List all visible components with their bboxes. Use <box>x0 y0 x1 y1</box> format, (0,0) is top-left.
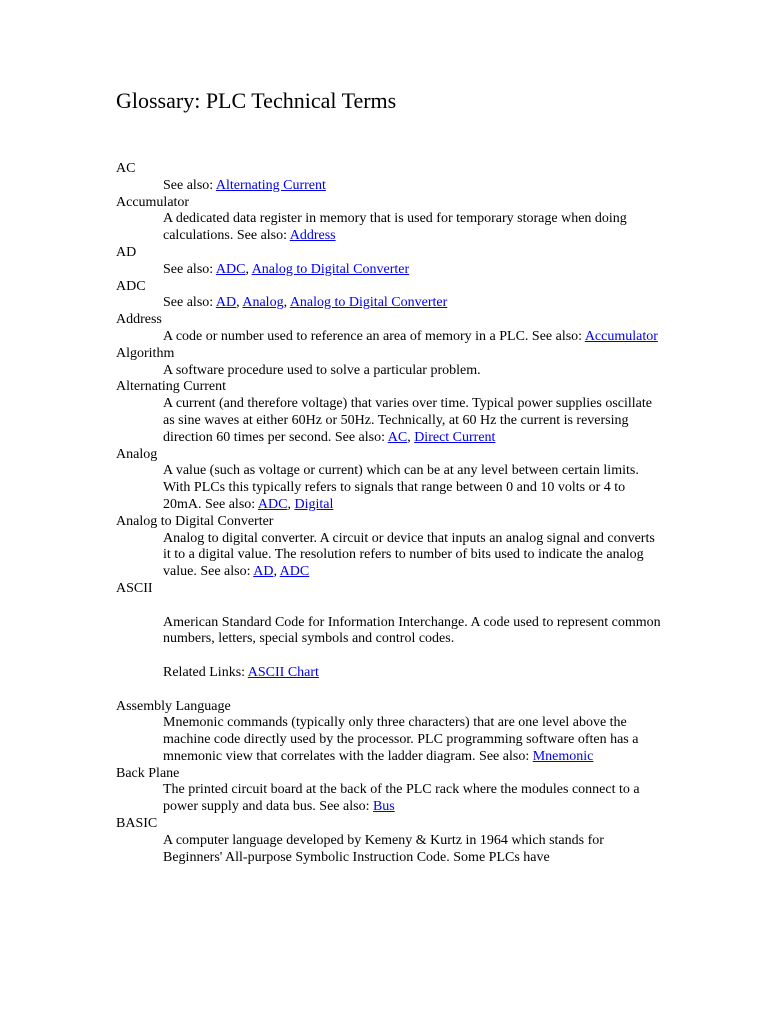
term-ad: AD <box>116 244 137 260</box>
glossary-entry-analog-to-digital-converter <box>116 514 676 581</box>
glossary-entry-back-plane <box>116 766 676 816</box>
definition-text: A dedicated data register in memory that is used for temporary storage when doing calculations. See also: <box>163 211 627 244</box>
term-accumulator: Accumulator <box>116 194 190 210</box>
term-adc: ADC <box>116 278 146 294</box>
definition-analog <box>163 463 663 513</box>
link-ac[interactable]: AC <box>387 429 408 445</box>
link-alternating-current[interactable]: Alternating Current <box>215 177 326 193</box>
glossary-entry-analog <box>116 447 676 514</box>
link-separator: , <box>287 496 295 512</box>
link-adc[interactable]: ADC <box>257 496 288 512</box>
link-analog-to-digital-converter[interactable]: Analog to Digital Converter <box>251 261 410 277</box>
link-direct-current[interactable]: Direct Current <box>414 429 496 445</box>
definition-text: See also: <box>163 261 216 277</box>
definition-text: The printed circuit board at the back of the PLC rack where the modules connect to a power supply and data bus. See also: <box>163 782 640 815</box>
related-links-label: Related Links: <box>163 664 248 680</box>
term-ascii: ASCII <box>116 580 153 596</box>
definition-text: A software procedure used to solve a particular problem. <box>163 362 481 378</box>
definition-ac <box>163 178 663 195</box>
glossary-entry-adc <box>116 279 676 313</box>
definition-text: A computer language developed by Kemeny & Kurtz in 1964 which stands for Beginners' All-purpose Symbolic Instruction Code. Some PLCs have <box>163 832 604 865</box>
term-alternating-current: Alternating Current <box>116 379 227 395</box>
term-algorithm: Algorithm <box>116 345 175 361</box>
page-title: Glossary: PLC Technical Terms <box>116 88 397 113</box>
link-separator: , <box>407 429 415 445</box>
definition-ad <box>163 262 663 279</box>
glossary-list <box>116 161 676 866</box>
link-adc[interactable]: ADC <box>215 261 246 277</box>
glossary-entry-basic <box>116 816 676 866</box>
definition-text: American Standard Code for Information Interchange. A code used to represent common numbers, letters, special symbols and control codes. <box>163 614 661 647</box>
glossary-entry-address <box>116 312 676 346</box>
link-separator: , <box>236 295 243 311</box>
term-back-plane: Back Plane <box>116 765 180 781</box>
definition-analog-to-digital-converter <box>163 531 663 581</box>
glossary-entry-algorithm <box>116 346 676 380</box>
term-analog: Analog <box>116 446 158 462</box>
term-ac: AC <box>116 161 136 176</box>
definition-accumulator <box>163 211 663 245</box>
definition-paragraph <box>163 615 663 649</box>
glossary-entry-assembly-language <box>116 699 676 766</box>
link-separator: , <box>283 295 290 311</box>
link-accumulator[interactable]: Accumulator <box>584 328 658 344</box>
link-ascii-chart[interactable]: ASCII Chart <box>247 664 319 680</box>
definition-text: See also: <box>163 177 216 193</box>
link-adc[interactable]: ADC <box>279 564 310 580</box>
link-separator: , <box>273 564 280 580</box>
definition-text: A current (and therefore voltage) that varies over time. Typical power supplies oscillate as sine waves at either 60Hz or 50Hz. Technically, at 60 Hz the current is reversing direction 60 times per second. See also: <box>163 396 652 445</box>
glossary-entry-ascii <box>116 581 676 682</box>
link-mnemonic[interactable]: Mnemonic <box>532 748 594 764</box>
definition-address <box>163 329 663 346</box>
link-analog-to-digital-converter[interactable]: Analog to Digital Converter <box>289 295 448 311</box>
definition-text: See also: <box>163 295 216 311</box>
related-links-paragraph <box>163 665 663 682</box>
definition-algorithm <box>163 363 663 380</box>
glossary-entry-ad <box>116 245 676 279</box>
definition-text: A value (such as voltage or current) which can be at any level between certain limits. With PLCs this typically refers to signals that range between 0 and 10 volts or 4 to 20mA. See also: <box>163 463 639 512</box>
link-ad[interactable]: AD <box>215 295 237 311</box>
term-basic: BASIC <box>116 816 158 832</box>
definition-text: Analog to digital converter. A circuit or device that inputs an analog signal and converts it to a digital value. The resolution refers to number of bits used to indicate the analog value. See also: <box>163 530 655 580</box>
definition-ascii <box>163 615 663 682</box>
definition-alternating-current <box>163 396 663 446</box>
link-analog[interactable]: Analog <box>242 295 284 311</box>
definition-basic <box>163 833 663 867</box>
definition-assembly-language <box>163 715 663 765</box>
glossary-entry-accumulator <box>116 195 676 245</box>
link-digital[interactable]: Digital <box>294 496 334 512</box>
definition-adc <box>163 295 663 312</box>
link-separator: , <box>245 261 252 277</box>
link-ad[interactable]: AD <box>253 564 274 580</box>
link-bus[interactable]: Bus <box>372 799 395 815</box>
definition-text: Mnemonic commands (typically only three characters) that are one level above the machine code directly used by the processor. PLC programming software often has a mnemonic view that correlates with the ladder diagram. See also: <box>163 715 639 764</box>
glossary-entry-ac <box>116 161 676 195</box>
term-address: Address <box>116 312 162 328</box>
term-analog-to-digital-converter: Analog to Digital Converter <box>116 513 274 529</box>
term-assembly-language: Assembly Language <box>116 698 231 714</box>
definition-back-plane <box>163 782 663 816</box>
link-address[interactable]: Address <box>289 228 336 244</box>
definition-text: A code or number used to reference an area of memory in a PLC. See also: <box>163 328 585 344</box>
glossary-entry-alternating-current <box>116 379 676 446</box>
